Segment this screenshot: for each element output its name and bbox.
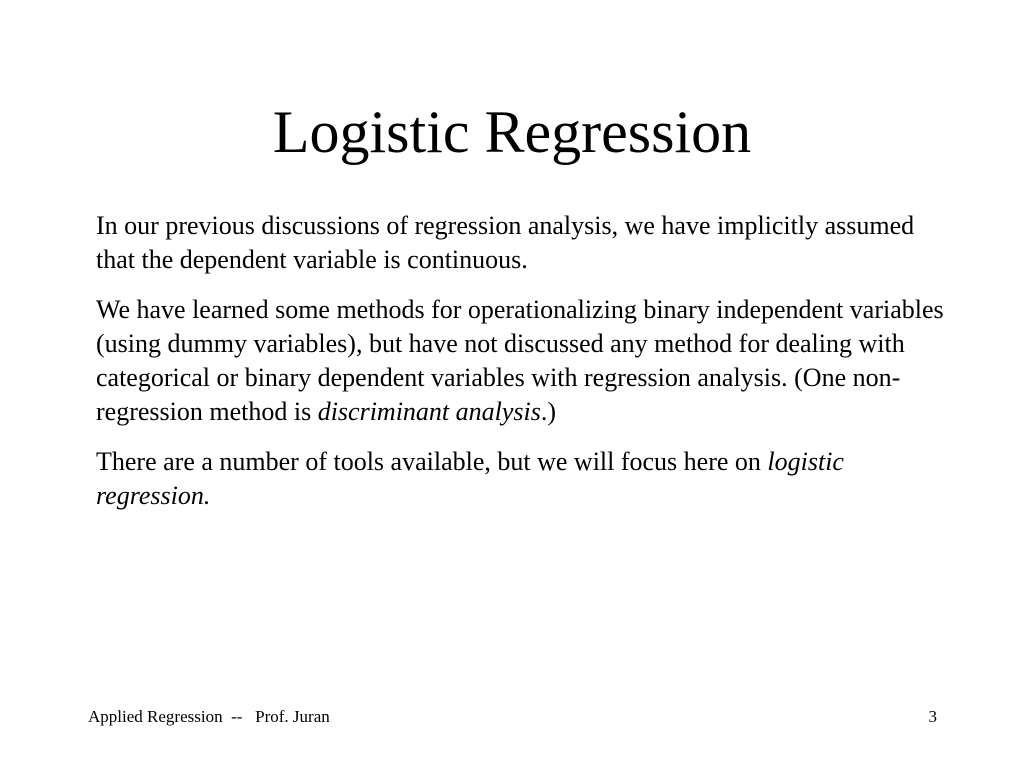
paragraph-1 xyxy=(96,209,956,277)
slide-title: Logistic Regression xyxy=(272,99,752,165)
paragraph-3-italic-term: logistic regression. xyxy=(96,447,844,510)
paragraph-3-text-before: There are a number of tools available, but we will focus here on xyxy=(96,447,768,476)
footer-page-number: 3 xyxy=(928,707,937,726)
paragraph-2-text-after: .) xyxy=(540,397,557,426)
paragraph-2 xyxy=(96,293,956,429)
paragraph-1-text: In our previous discussions of regression analysis, we have implicitly assumed that the dependent variable is continuous. xyxy=(96,211,915,274)
paragraph-2-italic-term: discriminant analysis xyxy=(317,397,541,426)
paragraph-3 xyxy=(96,445,956,513)
footer-course-label: Applied Regression -- Prof. Juran xyxy=(88,707,330,726)
slide-body xyxy=(96,209,956,529)
paragraph-2-text-before: We have learned some methods for operationalizing binary independent variables (using dummy variables), but have not discussed any method for dealing with categorical or binary dependent variables with regression analysis. (One non-regression method is xyxy=(96,295,944,426)
